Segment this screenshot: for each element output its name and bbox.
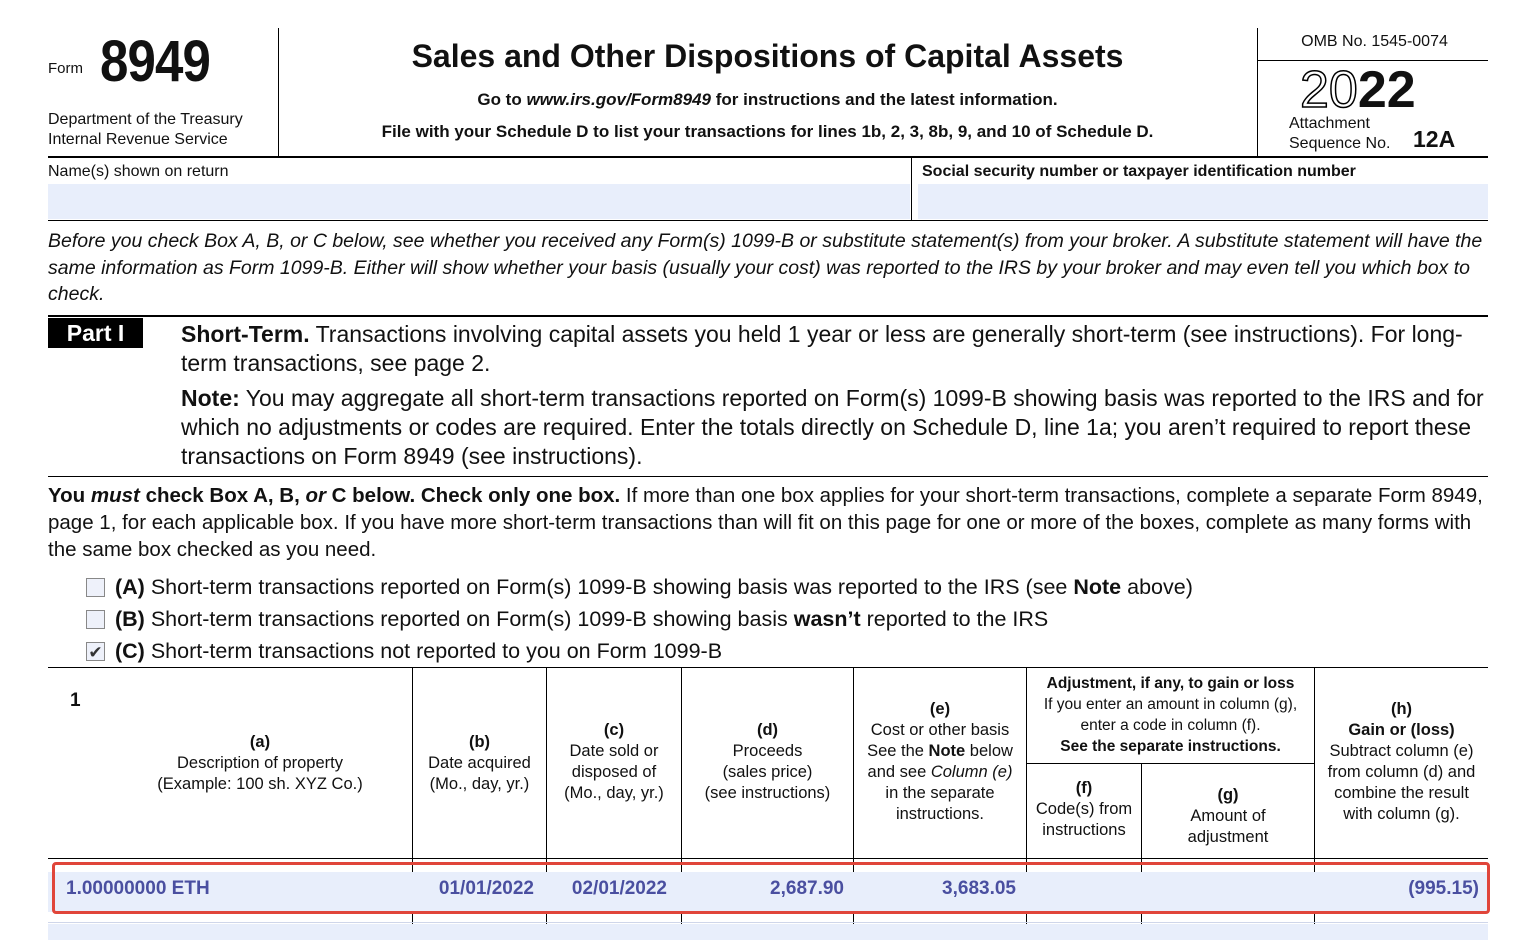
name-input[interactable]: [48, 184, 910, 219]
box-c-row: [86, 639, 722, 664]
row-proceeds[interactable]: 2,687.90: [770, 878, 844, 899]
box-b-row: [86, 607, 1048, 632]
dept-line-2: Internal Revenue Service: [48, 131, 228, 148]
col-f-header: (f) Code(s) from instructions: [1035, 779, 1133, 839]
box-a-checkbox[interactable]: [86, 578, 105, 597]
adjustment-header: Adjustment, if any, to gain or loss If you enter an amount in column (g), enter a code in column (f). See the separate instructions.: [1043, 675, 1298, 755]
form-label: Form: [48, 60, 83, 77]
col-b-header: (b) Date acquired (Mo., day, yr.): [428, 733, 531, 793]
col-e-header: (e) Cost or other basis See the Note below and see Column (e) in the separate instructions.: [867, 700, 1013, 823]
header-divider-left: [278, 28, 279, 156]
header-bottom-table-rule: [48, 858, 1488, 859]
box-c-checkbox[interactable]: ✔: [86, 642, 105, 661]
box-b-checkbox[interactable]: [86, 610, 105, 629]
col-c-header: (c) Date sold or disposed of (Mo., day, yr.): [564, 721, 664, 802]
col-d-header: (d) Proceeds (sales price) (see instructions): [704, 721, 831, 802]
part1-heading: Short-Term. Transactions involving capital assets you held 1 year or less are generally short-term (see instructions). For long-term transactions, see page 2.: [181, 321, 1463, 376]
dept-line-1: Department of the Treasury: [48, 111, 243, 128]
broker-instructions: Before you check Box A, B, or C below, see whether you received any Form(s) 1099-B or substitute statement(s) from your broker. A substitute statement will have the same information as Form 1099-B. Either will show whether your basis (usually your cost) was reported to the IRS by your broker and may even tell you which box to check.: [48, 230, 1483, 305]
highlight-box: [52, 862, 1490, 914]
note-bottom-rule: [48, 476, 1488, 477]
col-g-header: (g) Amount of adjustment: [1187, 786, 1269, 846]
ssn-label: Social security number or taxpayer identification number: [922, 163, 1356, 180]
header-bottom-rule: [48, 156, 1488, 158]
ssn-input[interactable]: [918, 184, 1488, 219]
box-c-label: (C) Short-term transactions not reported to you on Form 1099-B: [115, 639, 723, 663]
col-a-header: (a) Description of property (Example: 100 sh. XYZ Co.): [157, 733, 363, 793]
line-number: 1: [70, 690, 81, 711]
form-number: 8949: [100, 29, 211, 94]
part1-badge: Part I: [48, 318, 143, 348]
goto-line: Go to www.irs.gov/Form8949 for instructions and the latest information.: [477, 90, 1058, 109]
sequence-number: 12A: [1413, 126, 1456, 152]
row-date-sold[interactable]: 02/01/2022: [571, 878, 667, 899]
department: [48, 110, 243, 150]
next-row-input[interactable]: [48, 924, 1488, 940]
form-title: Sales and Other Dispositions of Capital Assets: [411, 38, 1124, 74]
irs-url[interactable]: www.irs.gov/Form8949: [526, 90, 711, 109]
tax-year: 2022: [1300, 61, 1416, 119]
box-b-label: (B) Short-term transactions reported on Form(s) 1099-B showing basis wasn’t reported to the IRS: [115, 607, 1049, 631]
name-bottom-rule: [48, 220, 1488, 221]
col-h-header: (h) Gain or (loss) Subtract column (e) from column (d) and combine the result with column (g).: [1327, 700, 1476, 823]
row-cost-basis[interactable]: 3,683.05: [942, 878, 1016, 899]
file-with-line: File with your Schedule D to list your transactions for lines 1b, 2, 3, 8b, 9, and 10 of Schedule D.: [381, 122, 1154, 141]
header-divider-right: [1257, 28, 1258, 156]
check-box-instructions: You must check Box A, B, or C below. Check only one box. If more than one box applies for your short-term transactions, complete a separate Form 8949, page 1, for each applicable box. If you have more short-term transactions than will fit on this page for one or more of the boxes, complete as many forms with the same box checked as you need.: [48, 484, 1483, 561]
table-top-rule: [48, 667, 1488, 668]
row-separator: [48, 922, 1488, 923]
name-ssn-divider: [911, 158, 912, 220]
part1-note: Note: You may aggregate all short-term transactions reported on Form(s) 1099-B showing basis was reported to the IRS and for which no adjustments or codes are required. Enter the totals directly on Schedule D, line 1a; you aren’t required to report these transactions on Form 8949 (see instructions).: [181, 385, 1484, 469]
box-a-label: (A) Short-term transactions reported on Form(s) 1099-B showing basis was reported to the IRS (see Note above): [115, 575, 1193, 599]
row-description[interactable]: 1.00000000 ETH: [66, 878, 210, 899]
attachment-label: Attachment Sequence No.: [1289, 115, 1391, 152]
name-label: Name(s) shown on return: [48, 163, 229, 180]
row-gain-loss[interactable]: (995.15): [1408, 878, 1479, 899]
omb-number: OMB No. 1545-0074: [1301, 33, 1448, 50]
adjustment-subrule: [1026, 763, 1314, 764]
part1-top-rule: [48, 315, 1488, 317]
row-date-acquired[interactable]: 01/01/2022: [438, 878, 534, 899]
box-a-row: [86, 575, 1193, 600]
